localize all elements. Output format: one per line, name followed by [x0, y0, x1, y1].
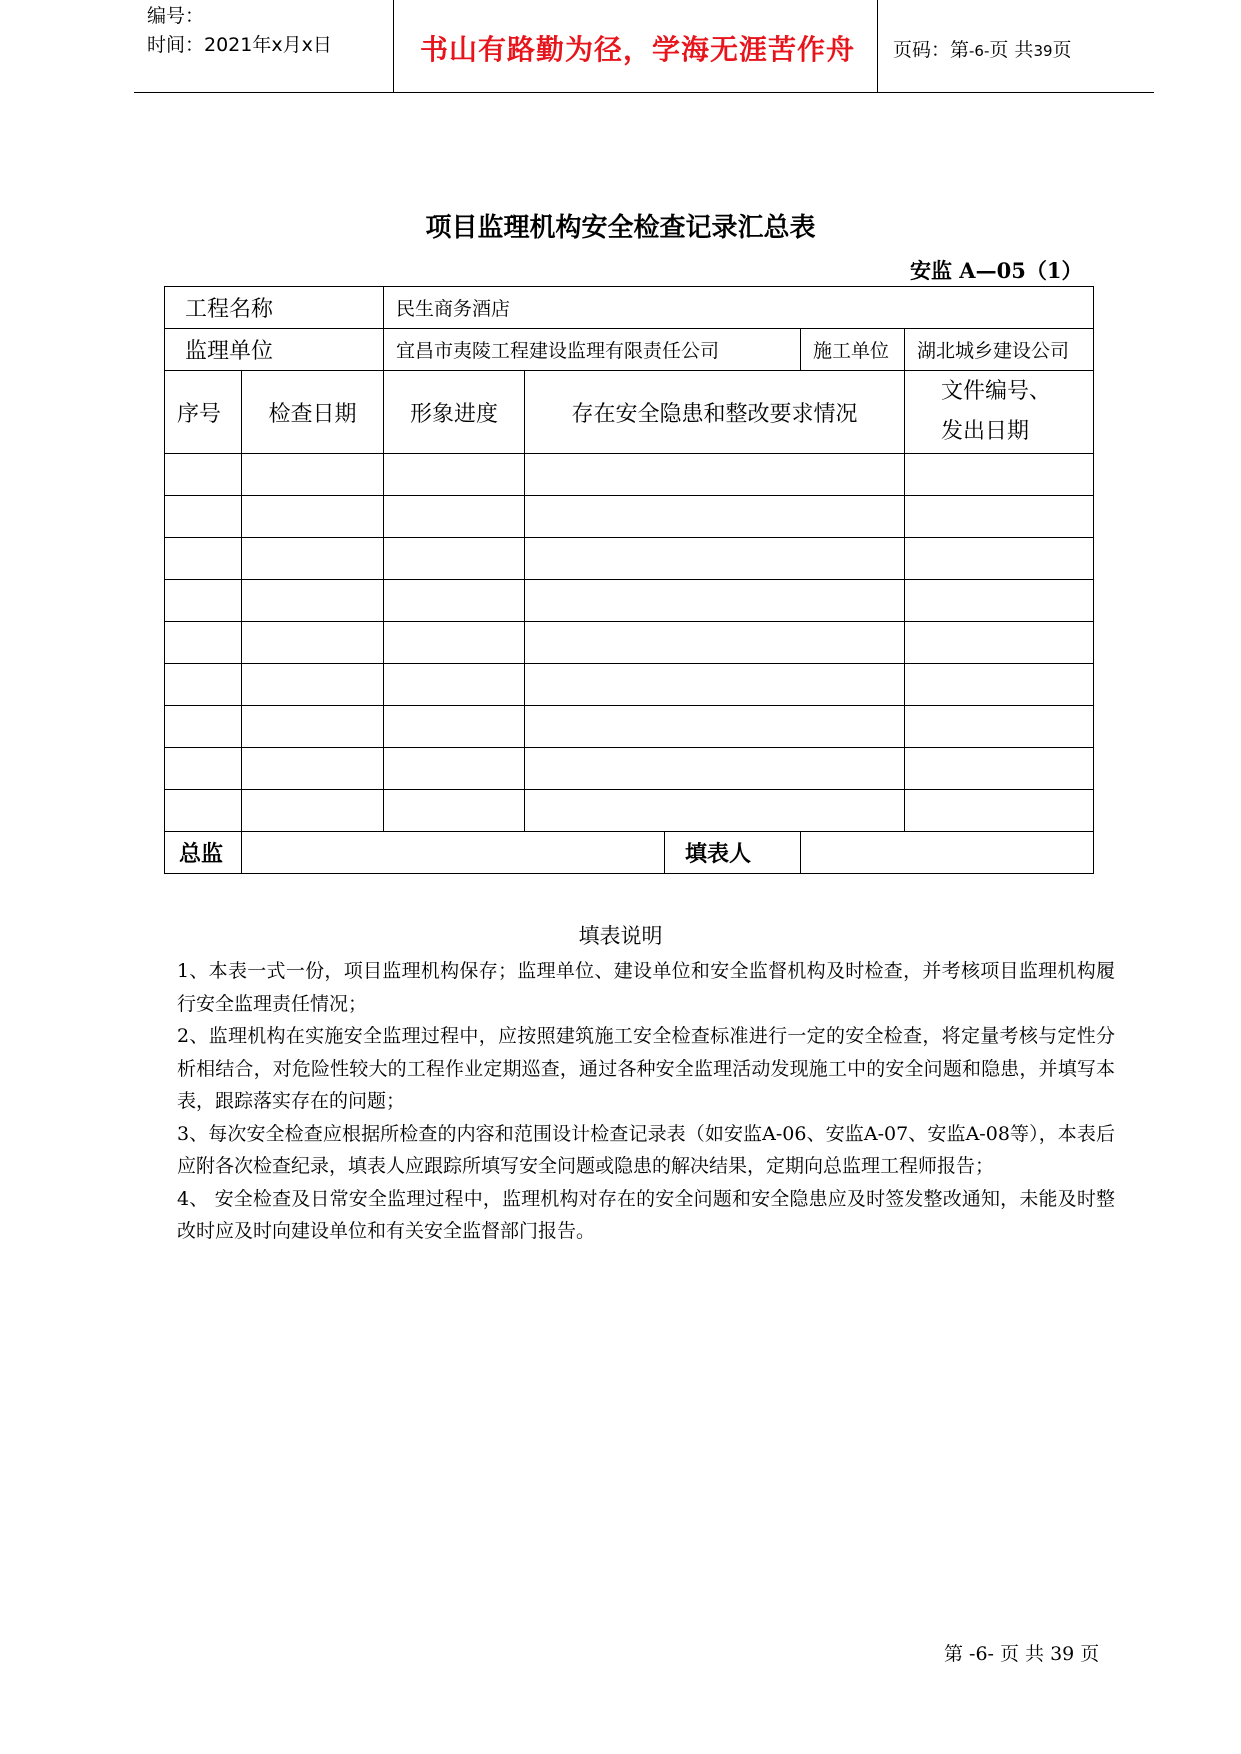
table-row	[165, 496, 1094, 538]
table-cell[interactable]	[525, 706, 905, 748]
table-cell[interactable]	[525, 538, 905, 580]
column-header-date: 检查日期	[242, 371, 384, 454]
table-cell[interactable]	[165, 454, 242, 496]
table-row	[165, 622, 1094, 664]
header-divider	[877, 0, 878, 92]
notes-title: 填表说明	[578, 924, 663, 948]
page-number: -6-	[969, 42, 990, 60]
table-cell[interactable]	[165, 664, 242, 706]
table-cell[interactable]	[165, 790, 242, 832]
contractor-unit-label: 施工单位	[801, 329, 905, 371]
page-total: 39	[1033, 42, 1053, 60]
chief-supervisor-field[interactable]	[242, 832, 665, 874]
table-cell[interactable]	[905, 454, 1094, 496]
table-cell[interactable]	[525, 664, 905, 706]
table-cell[interactable]	[165, 748, 242, 790]
project-name-label: 工程名称	[165, 287, 384, 329]
table-cell[interactable]	[905, 622, 1094, 664]
table-cell[interactable]	[242, 454, 384, 496]
column-header-doc-line1: 文件编号、	[941, 379, 1052, 404]
column-header-seq: 序号	[165, 371, 242, 454]
record-rows	[165, 454, 1094, 832]
table-cell[interactable]	[905, 496, 1094, 538]
filler-label: 填表人	[665, 832, 801, 874]
note-item: 4、 安全检查及日常安全监理过程中，监理机构对存在的安全问题和安全隐患应及时签发整改通知，未能及时整改时应及时向建设单位和有关安全监督部门报告。	[177, 1187, 1115, 1242]
table-cell[interactable]	[384, 454, 525, 496]
table-cell[interactable]	[242, 538, 384, 580]
header-divider	[393, 0, 394, 92]
table-cell[interactable]	[165, 496, 242, 538]
inspection-summary-table	[164, 286, 1094, 874]
document-number-label: 编号：	[147, 5, 205, 27]
table-cell[interactable]	[384, 706, 525, 748]
table-cell[interactable]	[384, 538, 525, 580]
note-item: 2、监理机构在实施安全监理过程中，应按照建筑施工安全检查标准进行一定的安全检查，将定量考核与定性分析相结合，对危险性较大的工程作业定期巡查，通过各种安全监理活动发现施工中的安全问题和隐患，并填写本表，跟踪落实存在的问题；	[177, 1025, 1115, 1112]
table-cell[interactable]	[905, 580, 1094, 622]
filler-field[interactable]	[801, 832, 1094, 874]
column-header-hazards: 存在安全隐患和整改要求情况	[525, 371, 905, 454]
document-title: 项目监理机构安全检查记录汇总表	[425, 213, 816, 243]
table-cell[interactable]	[242, 622, 384, 664]
table-cell[interactable]	[384, 496, 525, 538]
header-page-indicator	[893, 35, 1072, 62]
table-cell[interactable]	[525, 748, 905, 790]
column-header-progress: 形象进度	[384, 371, 525, 454]
table-cell[interactable]	[905, 790, 1094, 832]
table-row	[165, 748, 1094, 790]
supervisor-unit-value: 宜昌市夷陵工程建设监理有限责任公司	[384, 329, 801, 371]
table-cell[interactable]	[242, 580, 384, 622]
table-row	[165, 664, 1094, 706]
table-cell[interactable]	[242, 496, 384, 538]
table-cell[interactable]	[905, 664, 1094, 706]
table-cell[interactable]	[905, 748, 1094, 790]
table-row	[165, 706, 1094, 748]
note-item: 3、每次安全检查应根据所检查的内容和范围设计检查记录表（如安监A-06、安监A-07、安监A-08等），本表后应附各次检查纪录，填表人应跟踪所填写安全问题或隐患的解决结果，定期向总监理工程师报告；	[177, 1122, 1115, 1177]
page-prefix: 页码：第	[893, 39, 970, 61]
column-header-doc	[905, 371, 1094, 454]
contractor-unit-value: 湖北城乡建设公司	[905, 329, 1094, 371]
column-header-row	[165, 371, 1094, 454]
table-cell[interactable]	[242, 748, 384, 790]
signature-row	[165, 832, 1094, 874]
table-cell[interactable]	[242, 706, 384, 748]
notes-body	[177, 955, 1115, 1248]
table-cell[interactable]	[242, 664, 384, 706]
table-cell[interactable]	[384, 664, 525, 706]
table-row	[165, 538, 1094, 580]
table-cell[interactable]	[242, 790, 384, 832]
project-name-value: 民生商务酒店	[384, 287, 1094, 329]
table-row	[165, 790, 1094, 832]
table-cell[interactable]	[525, 622, 905, 664]
project-row	[165, 287, 1094, 329]
table-cell[interactable]	[165, 538, 242, 580]
table-cell[interactable]	[525, 790, 905, 832]
table-cell[interactable]	[525, 496, 905, 538]
column-header-doc-line2: 发出日期	[941, 419, 1030, 444]
table-cell[interactable]	[905, 706, 1094, 748]
page-footer: 第 -6- 页 共 39 页	[944, 1643, 1100, 1665]
table-cell[interactable]	[525, 454, 905, 496]
note-item: 1、本表一式一份，项目监理机构保存；监理单位、建设单位和安全监督机构及时检查，并考核项目监理机构履行安全监理责任情况；	[177, 960, 1115, 1015]
unit-row	[165, 329, 1094, 371]
table-cell[interactable]	[384, 622, 525, 664]
document-time: 时间：2021年x月x日	[147, 34, 332, 56]
table-row	[165, 580, 1094, 622]
supervisor-unit-label: 监理单位	[165, 329, 384, 371]
table-cell[interactable]	[165, 580, 242, 622]
table-cell[interactable]	[384, 580, 525, 622]
form-code: 安监 A—05（1）	[910, 258, 1083, 283]
table-row	[165, 454, 1094, 496]
table-cell[interactable]	[384, 748, 525, 790]
table-cell[interactable]	[525, 580, 905, 622]
page-suffix: 页	[1052, 39, 1072, 61]
table-cell[interactable]	[165, 706, 242, 748]
chief-supervisor-label: 总监	[165, 832, 242, 874]
page-mid: 页 共	[989, 39, 1034, 61]
header-motto: 书山有路勤为径，学海无涯苦作舟	[420, 33, 856, 66]
table-cell[interactable]	[384, 790, 525, 832]
table-cell[interactable]	[905, 538, 1094, 580]
table-cell[interactable]	[165, 622, 242, 664]
